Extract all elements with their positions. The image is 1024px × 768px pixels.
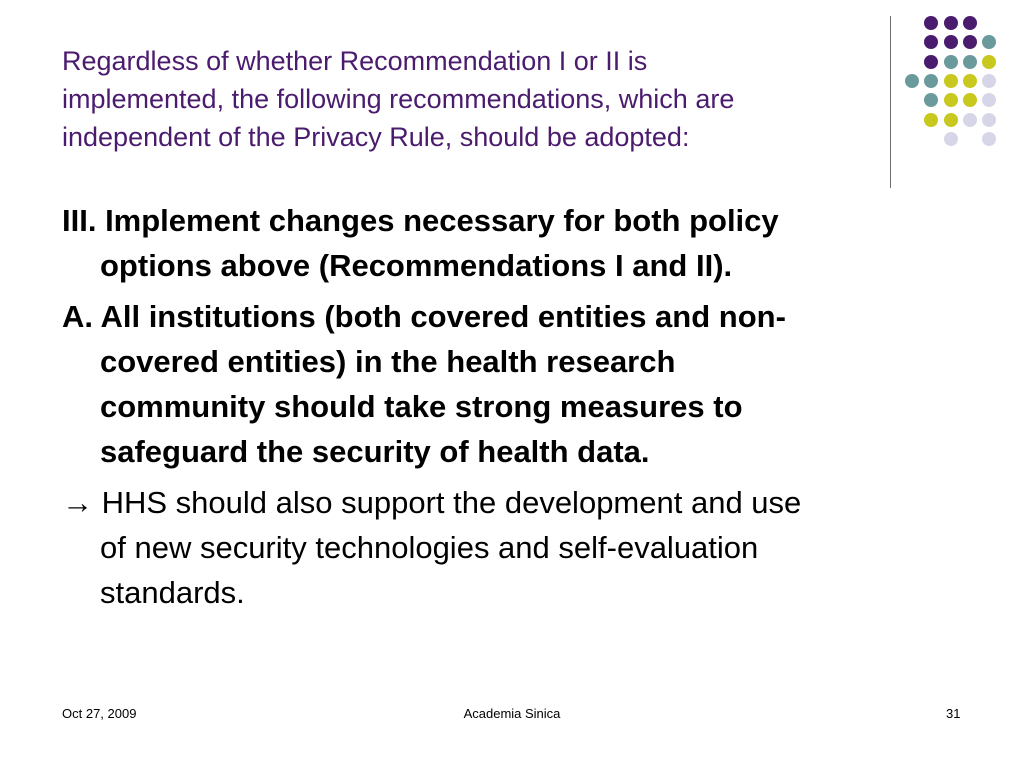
decorative-dot: [944, 55, 958, 69]
decorative-dot: [944, 113, 958, 127]
decorative-dot: [963, 55, 977, 69]
body-line: options above (Recommendations I and II).: [100, 248, 733, 283]
footer-date: Oct 27, 2009: [62, 706, 137, 721]
slide-body: [62, 198, 962, 621]
body-line: III. Implement changes necessary for both policy: [62, 203, 779, 238]
decorative-dot: [924, 16, 938, 30]
decorative-dot: [924, 113, 938, 127]
decorative-dot: [982, 132, 996, 146]
decorative-dot: [924, 55, 938, 69]
body-line: community should take strong measures to: [100, 389, 743, 424]
decorative-dot-grid: [0, 0, 1024, 200]
decorative-dot: [944, 93, 958, 107]
recommendation-iii: [62, 198, 962, 288]
slide-title-line: independent of the Privacy Rule, should be adopted:: [62, 122, 690, 152]
decorative-dot: [982, 74, 996, 88]
decorative-dot: [963, 113, 977, 127]
decorative-dot: [905, 74, 919, 88]
decorative-dot: [924, 35, 938, 49]
body-line: safeguard the security of health data.: [100, 434, 650, 469]
decorative-dot: [944, 16, 958, 30]
decorative-dot: [963, 16, 977, 30]
decorative-dot: [982, 55, 996, 69]
slide-title-line: implemented, the following recommendations, which are: [62, 84, 735, 114]
decorative-dot: [982, 113, 996, 127]
body-line: A. All institutions (both covered entities and non-: [62, 299, 786, 334]
decorative-dot: [944, 132, 958, 146]
decorative-dot: [963, 74, 977, 88]
slide-title-line: Regardless of whether Recommendation I or II is: [62, 46, 648, 76]
decorative-dot: [963, 93, 977, 107]
body-line: of new security technologies and self-evaluation: [100, 530, 759, 565]
footer-page-number: 31: [946, 706, 961, 721]
decorative-dot: [924, 93, 938, 107]
footer-organization: Academia Sinica: [463, 706, 561, 721]
decorative-dot: [924, 74, 938, 88]
decorative-dot: [982, 35, 996, 49]
body-line: standards.: [100, 575, 245, 610]
decorative-dot: [944, 35, 958, 49]
hhs-support-note: [62, 480, 962, 615]
decorative-dot: [982, 93, 996, 107]
recommendation-a: [62, 294, 962, 474]
body-line: → HHS should also support the development and use: [62, 485, 802, 520]
body-line: covered entities) in the health research: [100, 344, 676, 379]
decorative-dot: [944, 74, 958, 88]
decorative-dot: [963, 35, 977, 49]
